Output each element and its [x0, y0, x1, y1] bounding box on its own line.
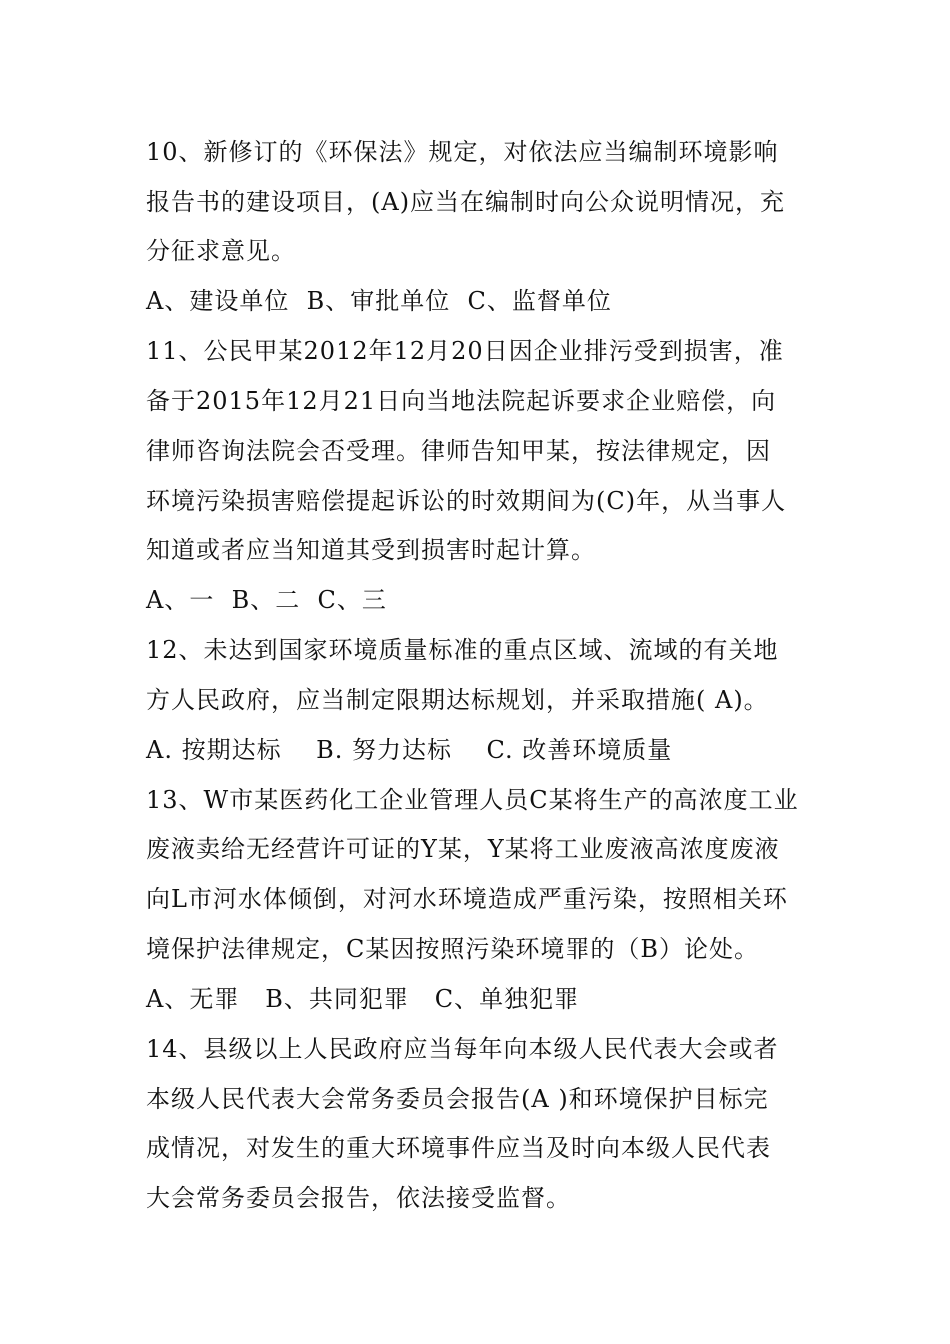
question-11-line-3: 律师咨询法院会否受理。律师告知甲某，按法律规定，因 [146, 437, 771, 465]
question-11-line-4: 环境污染损害赔偿提起诉讼的时效期间为(C)年，从当事人 [146, 487, 787, 515]
question-12-options: A. 按期达标 B. 努力达标 C. 改善环境质量 [146, 736, 673, 764]
question-11-line-5: 知道或者应当知道其受到损害时起计算。 [146, 536, 596, 564]
question-12-line-1: 12、未达到国家环境质量标准的重点区域、流域的有关地 [146, 636, 779, 664]
question-13-options: A、无罪 B、共同犯罪 C、单独犯罪 [146, 985, 580, 1013]
question-10-line-2: 报告书的建设项目，(A)应当在编制时向公众说明情况，充 [146, 188, 786, 216]
question-14-line-2: 本级人民代表大会常务委员会报告(A )和环境保护目标完 [146, 1085, 769, 1113]
question-11-line-2: 备于2015年12月21日向当地法院起诉要求企业赔偿，向 [146, 387, 777, 415]
question-10-options: A、建设单位 B、审批单位 C、监督单位 [146, 287, 612, 315]
question-14-line-3: 成情况，对发生的重大环境事件应当及时向本级人民代表 [146, 1134, 771, 1162]
question-13-line-1: 13、W市某医药化工企业管理人员C某将生产的高浓度工业 [146, 786, 799, 814]
question-10-line-1: 10、新修订的《环保法》规定，对依法应当编制环境影响 [146, 138, 779, 166]
question-14-line-1: 14、县级以上人民政府应当每年向本级人民代表大会或者 [146, 1035, 779, 1063]
question-13-line-2: 废液卖给无经营许可证的Y某，Y某将工业废液高浓度废液 [146, 835, 780, 863]
question-13-line-3: 向L市河水体倾倒，对河水环境造成严重污染，按照相关环 [146, 885, 788, 913]
question-13-line-4: 境保护法律规定，C某因按照污染环境罪的（B）论处。 [146, 935, 759, 963]
question-10-line-3: 分征求意见。 [146, 237, 296, 265]
question-14-line-4: 大会常务委员会报告，依法接受监督。 [146, 1184, 571, 1212]
question-12-line-2: 方人民政府，应当制定限期达标规划，并采取措施( A)。 [146, 686, 769, 714]
question-11-options: A、一 B、二 C、三 [146, 586, 387, 614]
question-11-line-1: 11、公民甲某2012年12月20日因企业排污受到损害，准 [146, 337, 784, 365]
